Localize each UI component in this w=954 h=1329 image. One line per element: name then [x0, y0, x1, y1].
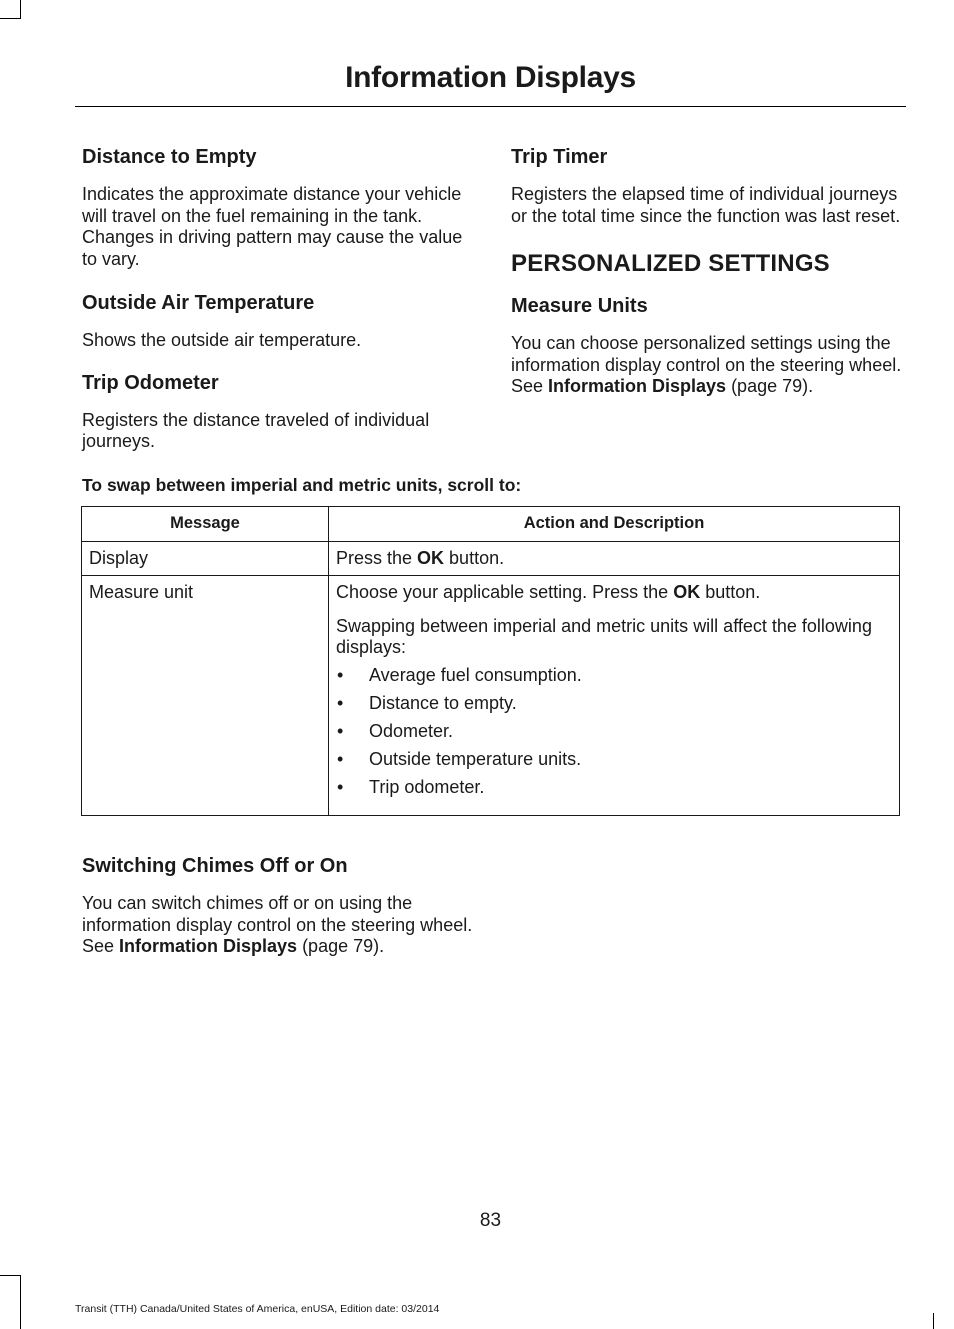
section-body — [511, 333, 903, 398]
table-row — [82, 542, 900, 576]
action-paragraph — [336, 582, 891, 603]
section-body — [82, 893, 474, 958]
section-body: Shows the outside air temperature. — [82, 330, 362, 350]
action-cell — [329, 542, 900, 576]
section-heading: Distance to Empty — [82, 146, 257, 168]
table-row — [82, 576, 900, 816]
crop-mark — [20, 0, 21, 19]
list-item — [336, 749, 891, 770]
title-divider — [75, 106, 906, 107]
button-name: OK — [673, 582, 701, 602]
body-text: You can switch chimes off or on using the information display control on the steering wheel. See — [82, 893, 473, 956]
bullet-icon: • — [337, 721, 344, 741]
body-text: You can choose personalized settings using the information display control on the steering wheel. See — [511, 333, 902, 396]
list-item — [336, 665, 891, 686]
section-heading: Trip Timer — [511, 146, 608, 168]
action-cell — [329, 576, 900, 816]
action-text: Choose your applicable setting. Press the — [336, 582, 674, 602]
left-column — [82, 144, 474, 470]
action-text: button. — [444, 548, 505, 568]
page-reference: (page 79). — [726, 376, 814, 396]
crop-mark — [20, 1275, 21, 1329]
column-header-action: Action and Description — [329, 507, 900, 542]
list-item-text: Trip odometer. — [369, 777, 485, 797]
message-cell: Measure unit — [82, 576, 329, 816]
list-item-text: Average fuel consumption. — [369, 665, 582, 685]
list-item — [336, 777, 891, 798]
section-body: Indicates the approximate distance your vehicle will travel on the fuel remaining in the tank. Changes in driving pattern may cause the value to vary. — [82, 184, 463, 269]
table-header-row — [82, 507, 900, 542]
table-intro: To swap between imperial and metric units, scroll to: — [82, 475, 522, 495]
crop-mark — [933, 1313, 934, 1329]
action-text: Press the — [336, 548, 418, 568]
button-name: OK — [417, 548, 445, 568]
affected-displays-list — [336, 665, 891, 798]
list-item-text: Distance to empty. — [369, 693, 517, 713]
chimes-section — [82, 853, 474, 975]
chapter-heading: PERSONALIZED SETTINGS — [511, 250, 830, 277]
section-heading: Trip Odometer — [82, 371, 219, 394]
page-reference: (page 79). — [297, 936, 385, 956]
list-item — [336, 693, 891, 714]
units-table — [81, 506, 900, 816]
list-item-text: Outside temperature units. — [369, 749, 582, 769]
list-item-text: Odometer. — [369, 721, 454, 741]
right-column — [511, 144, 903, 415]
section-body: Registers the distance traveled of individual journeys. — [82, 409, 430, 451]
action-text: button. — [700, 582, 761, 602]
bullet-icon: • — [337, 665, 344, 685]
bullet-icon: • — [337, 693, 344, 713]
action-note: Swapping between imperial and metric units will affect the following displays: — [336, 616, 872, 657]
bullet-icon: • — [337, 777, 344, 797]
list-item — [336, 721, 891, 742]
section-heading: Switching Chimes Off or On — [82, 855, 348, 877]
cross-reference-link[interactable]: Information Displays — [548, 376, 727, 396]
crop-mark — [0, 18, 20, 19]
cross-reference-link[interactable]: Information Displays — [119, 936, 298, 956]
page-title: Information Displays — [345, 61, 636, 94]
section-heading: Measure Units — [511, 295, 648, 317]
page-number: 83 — [479, 1210, 502, 1231]
section-body: Registers the elapsed time of individual journeys or the total time since the function was last reset. — [511, 184, 901, 226]
column-header-message: Message — [82, 507, 329, 542]
message-cell: Display — [82, 542, 329, 576]
bullet-icon: • — [337, 749, 344, 769]
crop-mark — [0, 1275, 20, 1276]
section-heading: Outside Air Temperature — [82, 292, 315, 314]
edition-footer: Transit (TTH) Canada/United States of America, enUSA, Edition date: 03/2014 — [75, 1303, 440, 1315]
